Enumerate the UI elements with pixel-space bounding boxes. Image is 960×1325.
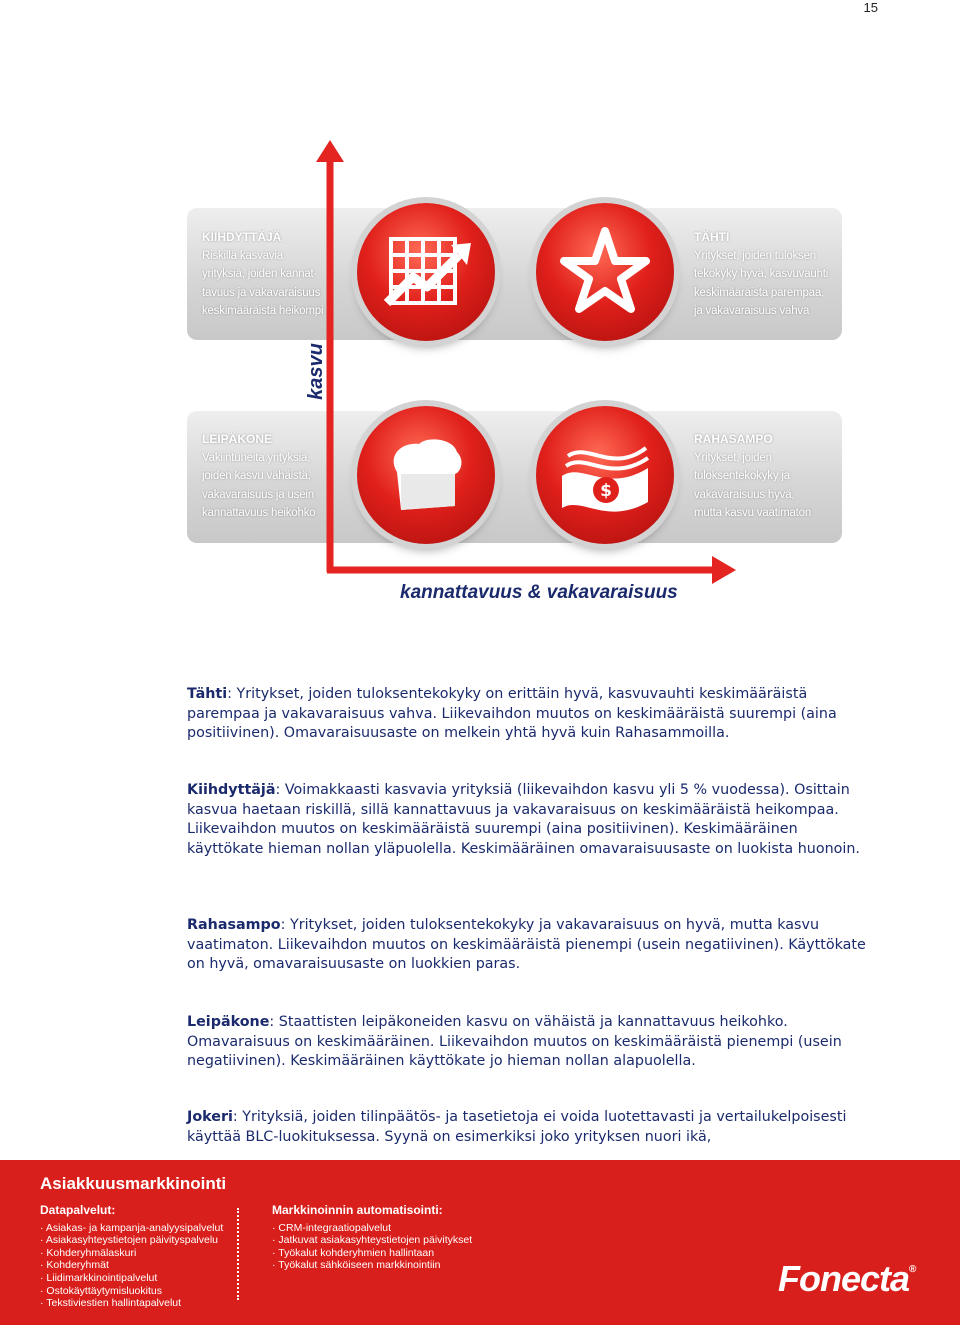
- registered-mark: ®: [909, 1264, 916, 1275]
- term: Tähti: [187, 686, 228, 702]
- quadrant-title: KIIHDYTTÄJÄ: [202, 230, 282, 244]
- quadrant-line: tavuus ja vakavaraisuus: [202, 286, 321, 299]
- paragraph-rahasampo: [187, 916, 877, 975]
- bread-icon: [357, 406, 495, 544]
- list-item: · Tekstiviestien hallintapalvelut: [40, 1297, 240, 1310]
- datapalvelut-column: [40, 1204, 240, 1310]
- list-item: · CRM-integraatiopalvelut: [272, 1222, 512, 1235]
- term: Leipäkone: [187, 1014, 270, 1030]
- quadrant-line: Vakiintuneita yrityksiä,: [202, 451, 311, 464]
- paragraph-leipakone: [187, 1013, 877, 1072]
- growth-chart-icon: [357, 203, 495, 341]
- quadrant-title: LEIPÄKONE: [202, 432, 273, 446]
- quadrant-line: joiden kasvu vähäistä,: [202, 470, 311, 482]
- paragraph-kiihdyttaja: [187, 781, 877, 859]
- definition: : Staattisten leipäkoneiden kasvu on vähäistä ja kannattavuus heikohko. Omavaraisuus on keskimääräinen. Liikevaihdon muutos on keskimääräistä pienempi (usein negatiivinen). Keskimääräinen käyttökate jo hieman nollan alapuolella.: [187, 1014, 842, 1069]
- fonecta-banner: [0, 1160, 960, 1325]
- page-number: 15: [863, 0, 878, 15]
- fonecta-logo: [778, 1258, 915, 1300]
- quadrant-line: ja vakavaraisuus vahva: [694, 305, 810, 317]
- money-icon: [536, 406, 674, 544]
- paragraph-tahti: [187, 685, 877, 744]
- divider: [237, 1208, 239, 1300]
- column-heading: Datapalvelut:: [40, 1203, 116, 1217]
- quadrant-line: vakavaraisuus ja usein: [202, 488, 314, 501]
- quadrant-line: Yritykset, joiden tuloksen: [694, 249, 817, 262]
- quadrant-line: tekokyky hyvä, kasvuvauhti: [694, 268, 829, 280]
- list-item: · Työkalut sähköiseen markkinointiin: [272, 1259, 512, 1272]
- definition: : Yritykset, joiden tuloksentekokyky ja vakavaraisuus on hyvä, mutta kasvu vaatimaton. Liikevaihdon muutos on keskimääräistä pienempi (usein negatiivinen). Käyttökate on hyvä, omavaraisuusaste on luokkien paras.: [187, 917, 866, 972]
- quadrant-line: mutta kasvu vaatimaton: [694, 507, 812, 519]
- y-axis-label: kasvu: [304, 343, 327, 400]
- quadrant-title: RAHASAMPO: [694, 432, 773, 446]
- quadrant-line: Riskillä kasvavia: [202, 249, 283, 262]
- quadrant-rahasampo: [694, 430, 834, 523]
- x-axis-arrow: [712, 556, 736, 584]
- definition: : Yritykset, joiden tuloksentekokyky on erittäin hyvä, kasvuvauhti keskimääräistä parempaa ja vakavaraisuus vahva. Liikevaihdon muutos on keskimääräistä suurempi (aina positiivinen). Omavaraisuusaste on melkein yhtä hyvä kuin Rahasammoilla.: [187, 686, 837, 741]
- paragraph-jokeri: [187, 1108, 877, 1147]
- quadrant-tahti: [694, 228, 844, 321]
- list-item: · Jatkuvat asiakasyhteystietojen päivitykset: [272, 1234, 512, 1247]
- term: Kiihdyttäjä: [187, 782, 276, 798]
- y-axis-arrow: [316, 140, 344, 162]
- list-item: · Kohderyhmät: [40, 1259, 240, 1272]
- growth-profitability-diagram: [0, 0, 960, 640]
- quadrant-leipakone: [202, 430, 342, 523]
- quadrant-kiihdyttaja: [202, 228, 342, 321]
- term: Rahasampo: [187, 917, 281, 933]
- list-item: · Liidimarkkinointipalvelut: [40, 1272, 240, 1285]
- logo-text: Fonecta: [778, 1258, 910, 1299]
- quadrant-line: tuloksentekokyky ja: [694, 470, 790, 482]
- list-item: · Asiakasyhteystietojen päivityspalvelu: [40, 1234, 240, 1247]
- list-item: · Ostokäyttäytymisluokitus: [40, 1285, 240, 1298]
- quadrant-line: kannattavuus heikohko: [202, 507, 316, 519]
- quadrant-line: keskimääräistä parempaa,: [694, 286, 825, 299]
- quadrant-title: TÄHTI: [694, 230, 730, 244]
- quadrant-line: keskimääräistä heikompi: [202, 305, 324, 317]
- quadrant-line: yrityksiä, joiden kannat-: [202, 268, 318, 280]
- list-item: · Asiakas- ja kampanja-analyysipalvelut: [40, 1222, 240, 1235]
- list-item: · Työkalut kohderyhmien hallintaan: [272, 1247, 512, 1260]
- definition: : Voimakkaasti kasvavia yrityksiä (liikevaihdon kasvu yli 5 % vuodessa). Osittain kasvua haetaan riskillä, sillä kannattavuus ja vakavaraisuus on keskimääräistä heikompaa. Liikevaihdon muutos on keskimääräistä suurempi (aina positiivinen). Keskimääräinen käyttökate hieman nollan yläpuolella. Keskimääräinen omavaraisuusaste on luokista huonoin.: [187, 782, 860, 857]
- x-axis-label: kannattavuus & vakavaraisuus: [400, 582, 678, 603]
- automatisointi-column: [272, 1204, 512, 1272]
- quadrant-line: vakavaraisuus hyvä,: [694, 488, 795, 501]
- svg-text:$: $: [600, 481, 612, 501]
- list-item: · Kohderyhmälaskuri: [40, 1247, 240, 1260]
- definition: : Yrityksiä, joiden tilinpäätös- ja tasetietoja ei voida luotettavasti ja vertailukelpoisesti käyttää BLC-luokituksessa. Syynä on esimerkiksi joko yrityksen nuori ikä,: [187, 1109, 847, 1145]
- banner-title: Asiakkuusmarkkinointi: [40, 1174, 227, 1193]
- term: Jokeri: [187, 1109, 233, 1125]
- star-icon: [536, 203, 674, 341]
- quadrant-line: Yritykset, joiden: [694, 451, 772, 464]
- column-heading: Markkinoinnin automatisointi:: [272, 1203, 443, 1217]
